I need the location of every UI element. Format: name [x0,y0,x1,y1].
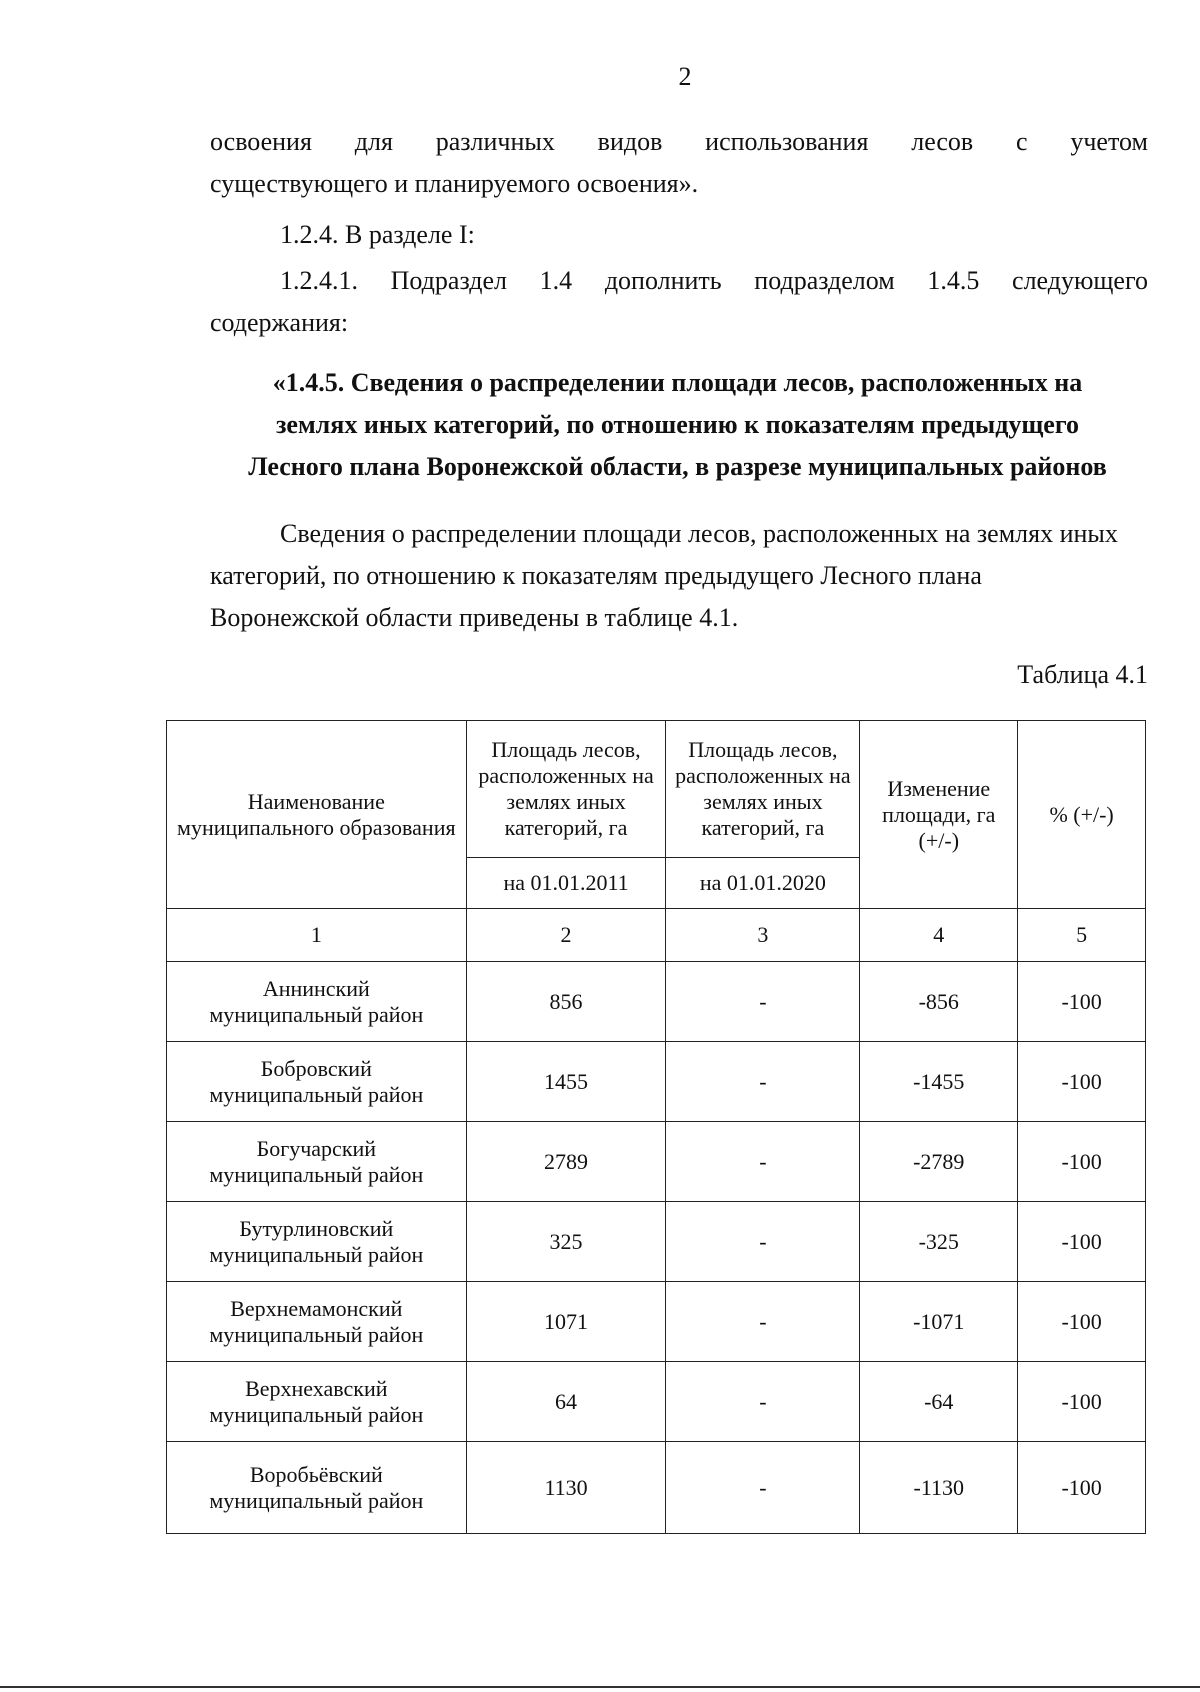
percent-cell: -100 [1018,1202,1146,1282]
table-caption: Таблица 4.1 [1017,660,1148,689]
area-2011-cell: 1130 [466,1442,666,1534]
change-cell: -64 [860,1362,1018,1442]
district-name-line: Бобровский [260,1055,372,1081]
district-name [167,1362,467,1442]
district-name-line: муниципальный район [209,1487,424,1513]
word: следующего [1012,266,1148,295]
percent-cell: -100 [1018,962,1146,1042]
district-name-line: муниципальный район [209,1321,424,1347]
heading-line: «1.4.5. Сведения о распределении площади лесов, расположенных на [272,368,1083,397]
paragraph-line: содержания: [210,308,349,337]
column-number: 5 [1018,909,1146,962]
column-number: 1 [167,909,467,962]
word: для [354,127,393,156]
table-row [167,1362,1146,1442]
word: освоения [210,127,312,156]
justified-line [210,260,1148,302]
change-cell: -856 [860,962,1018,1042]
district-name-line: Верхнехавский [245,1375,388,1401]
district-name-line: муниципальный район [209,1401,424,1427]
word: использования [705,127,869,156]
header-date-2011: на 01.01.2011 [466,858,666,909]
percent-cell: -100 [1018,1042,1146,1122]
area-2020-cell: - [666,962,860,1042]
table-row [167,962,1146,1042]
district-name-line: Богучарский [256,1135,377,1161]
header-area-2011: Площадь лесов, расположенных на землях иных категорий, га [466,721,666,858]
district-name [167,1122,467,1202]
heading-line: Лесного плана Воронежской области, в разрезе муниципальных районов [248,452,1107,481]
column-number-row [167,909,1146,962]
district-name-line: муниципальный район [209,1241,424,1267]
district-name [167,1042,467,1122]
district-name-line: муниципальный район [209,1161,424,1187]
district-name [167,1202,467,1282]
word: 1.2.4.1. [280,266,358,295]
word: Подраздел [390,266,507,295]
paragraph-line: существующего и планируемого освоения». [210,169,699,198]
area-2011-cell: 64 [466,1362,666,1442]
table-header-row [167,721,1146,858]
district-name-line: Бутурлиновский [239,1215,394,1241]
header-date-2020: на 01.01.2020 [666,858,860,909]
area-2011-cell: 2789 [466,1122,666,1202]
word: различных [435,127,555,156]
district-name-line: муниципальный район [209,1081,424,1107]
district-name [167,962,467,1042]
word: 1.4.5 [927,266,980,295]
district-name [167,1442,467,1534]
area-2020-cell: - [666,1122,860,1202]
area-2011-cell: 325 [466,1202,666,1282]
subsection-item [210,260,1148,344]
percent-cell: -100 [1018,1442,1146,1534]
area-2020-cell: - [666,1202,860,1282]
change-cell: -1071 [860,1282,1018,1362]
column-number: 2 [466,909,666,962]
table-row [167,1282,1146,1362]
word: подразделом [754,266,895,295]
word: видов [597,127,663,156]
column-number: 4 [860,909,1018,962]
percent-cell: -100 [1018,1282,1146,1362]
column-number: 3 [666,909,860,962]
header-area-2020: Площадь лесов, расположенных на землях иных категорий, га [666,721,860,858]
district-name [167,1282,467,1362]
area-2020-cell: - [666,1282,860,1362]
percent-cell: -100 [1018,1362,1146,1442]
change-cell: -1455 [860,1042,1018,1122]
word: дополнить [604,266,722,295]
justified-line [210,121,1148,163]
forest-area-table [166,720,1146,1534]
header-change: Изменение площади, га (+/-) [860,721,1018,909]
intro-paragraph: Сведения о распределении площади лесов, расположенных на землях иных категорий, по отношению к показателям предыдущего Лесного плана Воронежской области приведены в таблице 4.1. [210,519,1118,632]
word: 1.4 [539,266,573,295]
district-name-line: муниципальный район [209,1001,424,1027]
district-name-line: Аннинский [262,975,370,1001]
paragraph-continuation [210,121,1148,205]
scan-bottom-edge [0,1686,1200,1688]
area-2020-cell: - [666,1362,860,1442]
area-2020-cell: - [666,1042,860,1122]
page-number: 2 [678,62,692,91]
table-row [167,1042,1146,1122]
table-row [167,1202,1146,1282]
change-cell: -1130 [860,1442,1018,1534]
word: с [1016,127,1028,156]
area-2011-cell: 1455 [466,1042,666,1122]
word: учетом [1070,127,1148,156]
district-name-line: Верхнемамонский [230,1295,403,1321]
word: лесов [911,127,974,156]
change-cell: -2789 [860,1122,1018,1202]
header-percent: % (+/-) [1018,721,1146,909]
area-2011-cell: 856 [466,962,666,1042]
area-2011-cell: 1071 [466,1282,666,1362]
section-item: 1.2.4. В разделе I: [280,220,475,249]
percent-cell: -100 [1018,1122,1146,1202]
heading-line: землях иных категорий, по отношению к показателям предыдущего [275,410,1080,439]
table-row [167,1122,1146,1202]
section-heading [205,362,1150,488]
district-name-line: Воробьёвский [249,1461,383,1487]
change-cell: -325 [860,1202,1018,1282]
area-2020-cell: - [666,1442,860,1534]
table-row [167,1442,1146,1534]
header-name: Наименование муниципального образования [167,721,467,909]
